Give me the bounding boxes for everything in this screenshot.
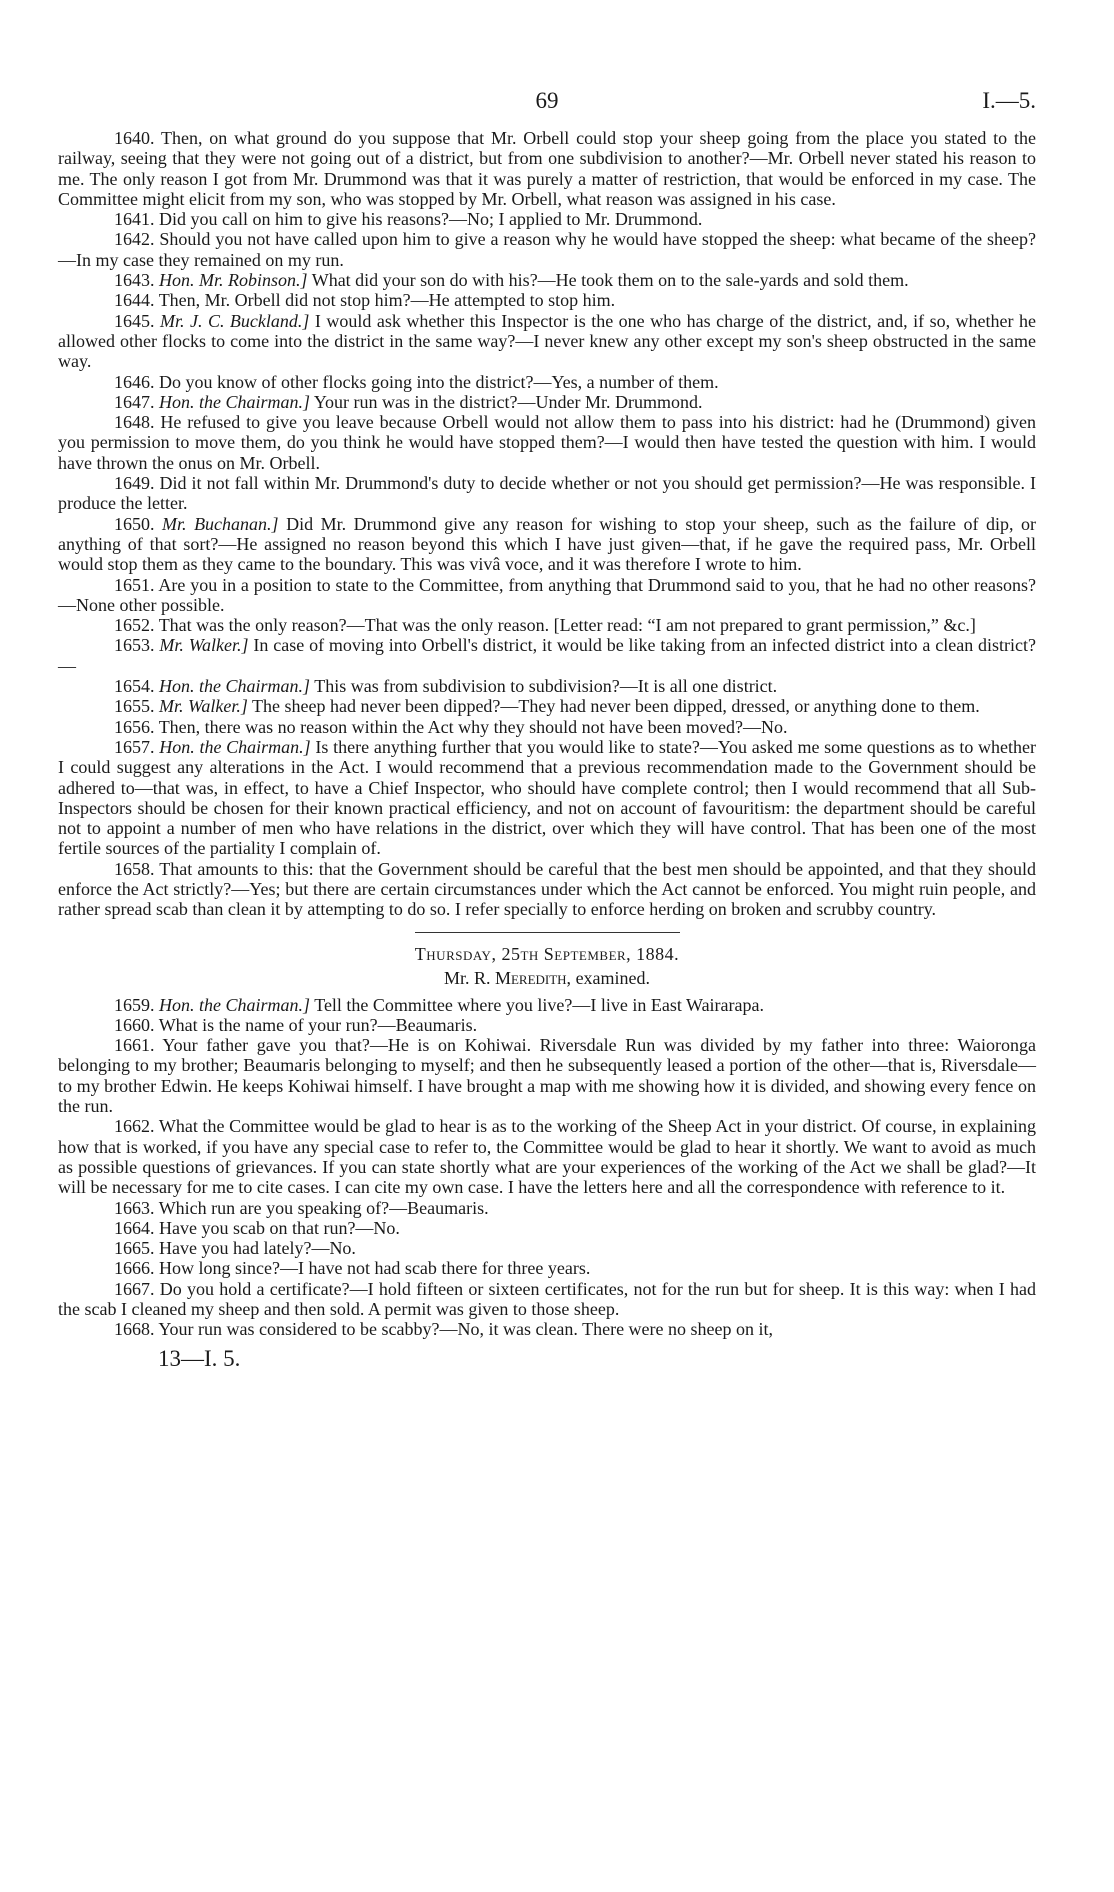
question-number: 1641. bbox=[114, 209, 155, 230]
question-number: 1661. bbox=[114, 1035, 155, 1056]
speaker-name: Mr. Walker.] bbox=[159, 696, 248, 717]
testimony-part-1 bbox=[58, 128, 1036, 920]
question-number: 1644. bbox=[114, 290, 155, 311]
question-text: This was from subdivision to subdivision?—It is all one district. bbox=[314, 676, 778, 697]
question-paragraph bbox=[58, 1258, 1036, 1278]
question-number: 1662. bbox=[114, 1116, 155, 1137]
question-text: The sheep had never been dipped?—They had never been dipped, dressed, or anything done to them. bbox=[252, 696, 980, 717]
question-text: Have you scab on that run?—No. bbox=[159, 1217, 400, 1238]
question-paragraph bbox=[58, 412, 1036, 473]
session-date: Thursday, 25th September, 1884. bbox=[414, 943, 680, 964]
question-paragraph bbox=[58, 575, 1036, 616]
page-number: 69 bbox=[535, 88, 559, 113]
signature-mark: 13—I. 5. bbox=[158, 1345, 241, 1371]
question-paragraph bbox=[58, 514, 1036, 575]
question-text: Which run are you speaking of?—Beaumaris. bbox=[158, 1197, 489, 1218]
question-number: 1646. bbox=[114, 371, 155, 392]
question-text: Your run was considered to be scabby?—No, it was clean. There were no sheep on it, bbox=[158, 1319, 774, 1340]
witness-heading bbox=[58, 965, 1036, 991]
question-text: Tell the Committee where you live?—I live in East Wairarapa. bbox=[314, 994, 765, 1015]
question-text: What did your son do with his?—He took them on to the sale-yards and sold them. bbox=[311, 270, 909, 291]
question-text: What the Committee would be glad to hear is as to the working of the Sheep Act in your district. Of course, in explaining how that is worked, if you have any special case to refer to, the Committee would be glad to hear it shortly. We want to avoid as much as possible questions of grievances. If you can state shortly what are your experiences of the working of the Act we shall be glad?—It will be necessary for me to cite cases. I can cite my own case. I have the letters here and all the correspondence with reference to it. bbox=[58, 1116, 1036, 1198]
question-text: Have you had lately?—No. bbox=[159, 1238, 356, 1259]
question-number: 1664. bbox=[114, 1217, 155, 1238]
question-text: Are you in a position to state to the Committee, from anything that Drummond said to you, that he had no other reasons?—None other possible. bbox=[58, 574, 1036, 615]
question-number: 1667. bbox=[114, 1278, 155, 1299]
question-number: 1659. bbox=[114, 994, 155, 1015]
speaker-name: Hon. the Chairman.] bbox=[159, 391, 311, 412]
question-text: That was the only reason?—That was the only reason. [Letter read: “I am not prepared to grant permission,” &c.] bbox=[158, 615, 976, 636]
question-number: 1642. bbox=[114, 229, 155, 250]
question-paragraph bbox=[58, 696, 1036, 716]
question-number: 1643. bbox=[114, 270, 155, 291]
question-text: Is there anything further that you would like to state?—You asked me some questions as to whether I could suggest any alterations in the Act. I would recommend that a previous recommendation made to the Government should be adhered to—that was, in effect, to have a Chief Inspector, who should have complete control; then I would recommend that all Sub-Inspectors should be chosen for their known practical efficiency, and not on account of favouritism: the department should be careful not to appoint a number of men who have relations in the district, over which they will have control. That has been one of the most fertile sources of the partiality I complain of. bbox=[58, 736, 1037, 859]
question-paragraph bbox=[58, 676, 1036, 696]
question-paragraph bbox=[58, 372, 1036, 392]
question-number: 1650. bbox=[114, 513, 155, 534]
witness-name: Meredith, bbox=[494, 967, 572, 988]
question-paragraph bbox=[58, 1035, 1036, 1116]
question-number: 1660. bbox=[114, 1014, 155, 1035]
question-text: Should you not have called upon him to give a reason why he would have stopped the sheep: what became of the sheep?—In my case they remained on my run. bbox=[58, 229, 1037, 270]
speaker-name: Hon. the Chairman.] bbox=[159, 736, 311, 757]
speaker-name: Hon. the Chairman.] bbox=[159, 676, 311, 697]
question-number: 1647. bbox=[114, 391, 155, 412]
question-text: Your run was in the district?—Under Mr. Drummond. bbox=[313, 391, 703, 412]
question-paragraph bbox=[58, 635, 1036, 676]
question-paragraph bbox=[58, 1116, 1036, 1197]
question-paragraph bbox=[58, 128, 1036, 209]
question-paragraph bbox=[58, 995, 1036, 1015]
question-text: Your father gave you that?—He is on Kohiwai. Riversdale Run was divided by my father into three: Waioronga belonging to my brother; Beaumaris belonging to myself; and then he subsequently leased a portion of the other—that is, Riversdale—to my brother Edwin. He keeps Kohiwai himself. I have brought a map with me showing how it is divided, and showing every fence on the run. bbox=[58, 1035, 1036, 1117]
question-text: What is the name of your run?—Beaumaris. bbox=[158, 1014, 478, 1035]
question-paragraph bbox=[58, 473, 1036, 514]
witness-suffix: examined. bbox=[575, 967, 651, 988]
question-paragraph bbox=[58, 290, 1036, 310]
speaker-name: Mr. J. C. Buckland.] bbox=[159, 310, 310, 331]
question-paragraph bbox=[58, 229, 1036, 270]
question-number: 1668. bbox=[114, 1319, 155, 1340]
question-number: 1657. bbox=[114, 736, 155, 757]
question-text: Then, there was no reason within the Act why they should not have been moved?—No. bbox=[158, 716, 788, 737]
question-paragraph bbox=[58, 1198, 1036, 1218]
question-text: In case of moving into Orbell's district, it would be like taking from an infected district into a clean district?— bbox=[58, 635, 1037, 676]
question-paragraph bbox=[58, 615, 1036, 635]
question-text: I would ask whether this Inspector is the one who has charge of the district, and, if so, whether he allowed other flocks to come into the district in the same way?—I never knew any other except my son's sheep obstructed in the same way. bbox=[58, 310, 1037, 372]
question-text: Then, Mr. Orbell did not stop him?—He attempted to stop him. bbox=[158, 290, 616, 311]
question-number: 1640. bbox=[114, 128, 155, 148]
question-text: Did it not fall within Mr. Drummond's duty to decide whether or not you should get permission?—He was responsible. I produce the letter. bbox=[58, 473, 1037, 514]
question-paragraph bbox=[58, 392, 1036, 412]
question-paragraph bbox=[58, 1015, 1036, 1035]
page-header bbox=[58, 88, 1036, 122]
question-paragraph bbox=[58, 1218, 1036, 1238]
question-paragraph bbox=[58, 311, 1036, 372]
question-number: 1658. bbox=[114, 858, 155, 879]
question-text: Do you hold a certificate?—I hold fifteen or sixteen certificates, not for the run but for sheep. It is this way: when I had the scab I cleaned my sheep and then sold. A permit was given to those sheep. bbox=[58, 1278, 1037, 1320]
question-paragraph bbox=[58, 717, 1036, 737]
question-text: He refused to give you leave because Orbell would not allow them to pass into his district: had he (Drummond) given you permission to move them, do you think he would have stopped them?—I would then have tested the question with him. I would have thrown the onus on Mr. Orbell. bbox=[58, 412, 1036, 473]
question-number: 1656. bbox=[114, 716, 155, 737]
question-text: That amounts to this: that the Government should be careful that the best men should be appointed, and that they should enforce the Act strictly?—Yes; but there are certain circumstances under which the Act cannot be enforced. You might ruin people, and rather spread scab than clean it by attempting to do so. I refer specially to enforce herding on broken and scrubby country. bbox=[58, 858, 1036, 920]
question-paragraph bbox=[58, 209, 1036, 229]
speaker-name: Mr. Buchanan.] bbox=[162, 513, 279, 534]
question-number: 1648. bbox=[114, 412, 155, 433]
question-paragraph bbox=[58, 1319, 1036, 1339]
speaker-name: Mr. Walker.] bbox=[159, 635, 249, 656]
testimony-part-2 bbox=[58, 995, 1036, 1340]
document-page bbox=[58, 88, 1036, 1372]
question-number: 1665. bbox=[114, 1238, 155, 1259]
paper-reference: I.—5. bbox=[982, 88, 1036, 113]
question-number: 1663. bbox=[114, 1197, 155, 1218]
question-text: Do you know of other flocks going into the district?—Yes, a number of them. bbox=[159, 371, 719, 392]
question-paragraph bbox=[58, 1279, 1036, 1320]
question-number: 1666. bbox=[114, 1258, 155, 1279]
question-number: 1655. bbox=[114, 696, 155, 717]
question-text: Did you call on him to give his reasons?—No; I applied to Mr. Drummond. bbox=[159, 209, 703, 230]
question-paragraph bbox=[58, 270, 1036, 290]
question-number: 1653. bbox=[114, 635, 155, 656]
question-paragraph bbox=[58, 737, 1036, 859]
question-paragraph bbox=[58, 859, 1036, 920]
question-number: 1645. bbox=[114, 310, 155, 331]
question-text: Did Mr. Drummond give any reason for wishing to stop your sheep, such as the failure of dip, or anything of that sort?—He assigned no reason beyond this which I have just given—that, if he gave the required pass, Mr. Orbell would stop them as they came to the boundary. This was vivâ voce, and it was therefore I wrote to him. bbox=[58, 513, 1037, 575]
question-text: How long since?—I have not had scab there for three years. bbox=[159, 1258, 591, 1279]
question-number: 1654. bbox=[114, 676, 155, 697]
question-paragraph bbox=[58, 1238, 1036, 1258]
speaker-name: Hon. Mr. Robinson.] bbox=[159, 270, 308, 291]
question-number: 1649. bbox=[114, 473, 155, 494]
question-number: 1651. bbox=[114, 574, 155, 595]
speaker-name: Hon. the Chairman.] bbox=[159, 994, 311, 1015]
section-divider bbox=[415, 932, 680, 933]
question-number: 1652. bbox=[114, 615, 155, 636]
question-text: Then, on what ground do you suppose that Mr. Orbell could stop your sheep going from the place you stated to the railway, seeing that they were not going out of a district, but from one subdivision to another?—Mr. Orbell never stated his reason to me. The only reason I got from Mr. Drummond was that it was purely a matter of restriction, that would be enforced in my case. The Committee might elicit from my son, who was stopped by Mr. Orbell, what reason was assigned in his case. bbox=[58, 128, 1036, 209]
witness-prefix: Mr. R. bbox=[443, 967, 491, 988]
